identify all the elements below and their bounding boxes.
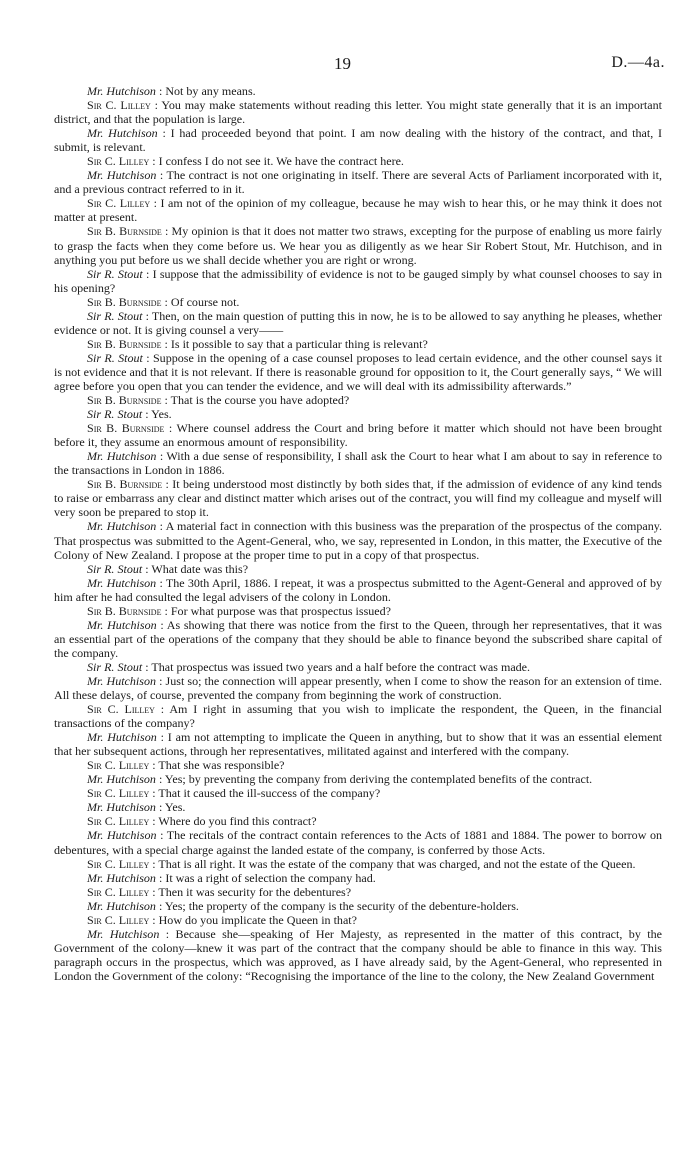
- speech-text: Suppose in the opening of a case counsel proposes to lead certain evidence, and the other counsel says it is not evidence and that it is not relevant. If there is reasonable ground for opposition to it, the Court generally says, “ We will agree before you open that you can tender the evidence, and we will deal with its admissibility afterwards.”: [54, 350, 663, 393]
- speech-text: That it caused the ill-success of the company?: [158, 786, 381, 801]
- transcript-paragraph: Mr. Hutchison : The recitals of the contract contain references to the Acts of 1881 and 1884. The power to borrow on debentures, with a special charge against the landed estate of the company, is conferred by those Acts.: [54, 828, 663, 857]
- speech-text: That is all right. It was the estate of the company that was charged, and not the estate of the Queen.: [158, 856, 636, 871]
- transcript-paragraph: Sir R. Stout : What date was this?: [87, 561, 249, 576]
- speaker-name: Mr. Hutchison: [87, 126, 158, 141]
- speaker-name: Sir C. Lilley: [87, 702, 155, 717]
- transcript-paragraph: Mr. Hutchison : Yes; the property of the company is the security of the debenture-holders.: [87, 898, 519, 913]
- speaker-name: Sir C. Lilley: [87, 912, 150, 927]
- speaker-name: Sir B. Burnside: [87, 224, 162, 239]
- speech-text: Because she—speaking of Her Majesty, as represented in the matter of this contract, by the Government of the colony—knew it was part of the contract that the company should be able to finance in this way. This paragraph occurs in the prospectus, which was approved, as I have already said, by the Agent-General, who represented in London the Government of the colony: “Recognising the importance of the line to the colony, the New Zealand Government: [54, 926, 662, 983]
- speaker-name: Sir C. Lilley: [87, 884, 150, 899]
- speaker-name: Sir C. Lilley: [87, 196, 151, 211]
- transcript-paragraph: Mr. Hutchison : It was a right of selection the company had.: [87, 870, 376, 885]
- speech-text: You may make statements without reading this letter. You might state generally that it is an important district, and that the population is large.: [54, 98, 662, 127]
- transcript-paragraph: Mr. Hutchison : I had proceeded beyond that point. I am now dealing with the history of the contract, and that, I submit, is relevant.: [54, 126, 662, 155]
- speech-text: Then, on the main question of putting this in now, he is to be allowed to say anything he pleases, whether evidence or not. It is giving counsel a very——: [54, 308, 662, 337]
- transcript-paragraph: Sir B. Burnside : That is the course you have adopted?: [87, 393, 350, 408]
- speech-text: That is the course you have adopted?: [170, 393, 350, 408]
- speaker-name: Sir C. Lilley: [87, 856, 150, 871]
- speaker-name: Mr. Hutchison: [87, 730, 157, 745]
- speech-text: I had proceeded beyond that point. I am now dealing with the history of the contract, and that, I submit, is relevant.: [54, 126, 662, 155]
- speech-text: The contract is not one originating in itself. There are several Acts of Parliament incorporated with it, and a previous contract referred to in it.: [54, 168, 663, 197]
- transcript-paragraph: Sir R. Stout : Suppose in the opening of a case counsel proposes to lead certain evidence, and the other counsel says it is not evidence and that it is not relevant. If there is reasonable ground for opposition to it, the Court generally says, “ We will agree before you open that you can tender the evidence, and we will deal with its admissibility afterwards.”: [54, 350, 663, 393]
- speaker-name: Sir R. Stout: [87, 561, 143, 576]
- speech-text: That prospectus was issued two years and a half before the contract was made.: [151, 659, 531, 674]
- speaker-name: Sir C. Lilley: [87, 758, 150, 773]
- speech-text: Just so; the connection will appear presently, when I come to show the reason for an extension of time. All these delays, of course, prevented the company from beginning the work of construction.: [54, 673, 662, 703]
- speaker-name: Mr. Hutchison: [87, 870, 156, 885]
- speech-text: Not by any means.: [165, 84, 256, 98]
- transcript-paragraph: Sir R. Stout : Then, on the main question of putting this in now, he is to be allowed to say anything he pleases, whether evidence or not. It is giving counsel a very——: [54, 308, 662, 337]
- speech-text: Yes.: [164, 800, 186, 815]
- speaker-name: Sir B. Burnside: [87, 393, 162, 408]
- speaker-name: Sir R. Stout: [87, 659, 143, 674]
- transcript-paragraph: Sir B. Burnside : Of course not.: [87, 294, 240, 309]
- page-header: [0, 54, 700, 78]
- speaker-name: Sir R. Stout: [87, 266, 143, 281]
- transcript-paragraph: Mr. Hutchison : The contract is not one originating in itself. There are several Acts of Parliament incorporated with it, and a previous contract referred to in it.: [54, 168, 663, 197]
- transcript-paragraph: Sir B. Burnside : It being understood most distinctly by both sides that, if the admission of evidence of any kind tends to raise or embarrass any clear and distinct matter which arises out of the contract, you will find my colleague and myself will very soon be prepared to stop it.: [54, 477, 662, 520]
- speaker-name: Mr. Hutchison: [87, 800, 156, 815]
- transcript-paragraph: Mr. Hutchison : Yes; by preventing the company from deriving the contemplated benefits of the contract.: [87, 772, 593, 787]
- speaker-name: Sir B. Burnside: [87, 603, 162, 618]
- transcript-paragraph: Mr. Hutchison : The 30th April, 1886. I repeat, it was a prospectus submitted to the Agent-General and approved of by him after he had consulted the legal advisers of the colony in London.: [54, 575, 663, 604]
- speech-text: Is it possible to say that a particular thing is relevant?: [170, 336, 428, 351]
- speech-text: A material fact in connection with this business was the preparation of the prospectus of the company. That prospectus was submitted to the Agent-General, who, we say, represented in London, in this matter, the Executive of the Colony of New Zealand. I propose at the proper time to put in a copy of that prospectus.: [54, 519, 662, 562]
- transcript-paragraph: Sir B. Burnside : My opinion is that it does not matter two straws, excepting for the purpose of enabling us more fairly to grasp the facts when they come before us. We hear you as diligently as we hear Sir Robert Stout, Mr. Hutchison, and in anything you put before us we shall decide whether you are right or wrong.: [54, 224, 662, 267]
- speech-text: The 30th April, 1886. I repeat, it was a prospectus submitted to the Agent-General and approved of by him after he had consulted the legal advisers of the colony in London.: [54, 575, 663, 604]
- speaker-name: Mr. Hutchison: [87, 898, 156, 913]
- speaker-name: Mr. Hutchison: [87, 828, 157, 843]
- speaker-name: Sir B. Burnside: [87, 421, 165, 436]
- transcript-paragraph: Mr. Hutchison : Yes.: [87, 800, 186, 815]
- transcript-paragraph: Sir R. Stout : I suppose that the admissibility of evidence is not to be gauged simply by what counsel chooses to say in his opening?: [54, 266, 662, 295]
- transcript-paragraph: Sir C. Lilley : Where do you find this contract?: [87, 814, 317, 829]
- speech-text: What date was this?: [151, 561, 249, 576]
- speech-text: Yes.: [151, 407, 172, 422]
- transcript-paragraph: Sir R. Stout : That prospectus was issued two years and a half before the contract was made.: [87, 659, 531, 674]
- speech-text: Where counsel address the Court and bring before it matter which should not have been brought before it, they assume an enormous amount of responsibility.: [54, 421, 662, 450]
- transcript-paragraph: Sir C. Lilley : I confess I do not see it. We have the contract here.: [87, 154, 404, 169]
- page-number: 19: [334, 54, 351, 73]
- transcript-paragraph: Sir B. Burnside : For what purpose was that prospectus issued?: [87, 603, 392, 618]
- speaker-name: Mr. Hutchison: [87, 926, 160, 941]
- speech-text: Where do you find this contract?: [158, 814, 317, 829]
- speaker-name: Mr. Hutchison: [87, 575, 157, 590]
- transcript-paragraph: Sir C. Lilley : Am I right in assuming that you wish to implicate the respondent, the Queen, in the financial transactions of the company?: [54, 702, 662, 731]
- speech-text: How do you implicate the Queen in that?: [158, 912, 357, 927]
- transcript-body: [54, 84, 662, 983]
- speaker-name: Sir R. Stout: [87, 407, 143, 422]
- speaker-name: Sir C. Lilley: [87, 154, 150, 169]
- speech-text: Then it was security for the debentures?: [158, 884, 352, 899]
- speech-text: Am I right in assuming that you wish to implicate the respondent, the Queen, in the financial transactions of the company?: [54, 702, 662, 731]
- speaker-name: Mr. Hutchison: [87, 168, 157, 183]
- transcript-paragraph: Sir B. Burnside : Is it possible to say that a particular thing is relevant?: [87, 336, 428, 351]
- speaker-name: Sir B. Burnside: [87, 294, 162, 309]
- transcript-paragraph: Sir C. Lilley : That it caused the ill-success of the company?: [87, 786, 381, 801]
- speaker-name: Mr. Hutchison: [87, 449, 157, 464]
- speech-text: That she was responsible?: [158, 758, 285, 773]
- speaker-name: Sir C. Lilley: [87, 786, 150, 801]
- speaker-name: Mr. Hutchison: [87, 673, 157, 688]
- speech-text: Of course not.: [170, 294, 240, 309]
- transcript-paragraph: Mr. Hutchison : A material fact in connection with this business was the preparation of the prospectus of the company. That prospectus was submitted to the Agent-General, who, we say, represented in London, in this matter, the Executive of the Colony of New Zealand. I propose at the proper time to put in a copy of that prospectus.: [54, 519, 662, 562]
- speech-text: It being understood most distinctly by both sides that, if the admission of evidence of any kind tends to raise or embarrass any clear and distinct matter which arises out of the contract, you will find my colleague and myself will very soon be prepared to stop it.: [54, 477, 662, 520]
- speaker-name: Sir C. Lilley: [87, 98, 151, 113]
- transcript-paragraph: Sir R. Stout : Yes.: [87, 407, 172, 422]
- transcript-paragraph: Mr. Hutchison : Just so; the connection will appear presently, when I come to show the reason for an extension of time. All these delays, of course, prevented the company from beginning the work of construction.: [54, 673, 662, 703]
- speech-text: With a due sense of responsibility, I shall ask the Court to hear what I am about to say in reference to the transactions in London in 1886.: [54, 449, 663, 478]
- speech-text: The recitals of the contract contain references to the Acts of 1881 and 1884. The power to borrow on debentures, with a special charge against the landed estate of the company, is conferred by those Acts.: [54, 828, 663, 857]
- transcript-paragraph: Mr. Hutchison : Because she—speaking of Her Majesty, as represented in the matter of this contract, by the Government of the colony—knew it was part of the contract that the company should be able to finance in this way. This paragraph occurs in the prospectus, which was approved, as I have already said, by the Agent-General, who represented in London the Government of the colony: “Recognising the importance of the line to the colony, the New Zealand Government: [54, 926, 662, 983]
- transcript-paragraph: Sir C. Lilley : How do you implicate the Queen in that?: [87, 912, 357, 927]
- transcript-paragraph: Mr. Hutchison : Not by any means.: [87, 84, 256, 98]
- transcript-paragraph: Mr. Hutchison : I am not attempting to implicate the Queen in anything, but to show that it was an essential element that her subsequent actions, through her representatives, militated against and interfered with the company.: [54, 730, 662, 759]
- transcript-paragraph: Sir C. Lilley : You may make statements without reading this letter. You might state generally that it is an important district, and that the population is large.: [54, 98, 662, 127]
- speech-text: I am not of the opinion of my colleague, because he may wish to hear this, or he may think it does not matter at present.: [54, 196, 663, 225]
- document-reference: D.—4a.: [611, 54, 665, 71]
- speaker-name: Sir B. Burnside: [87, 477, 163, 492]
- speech-text: Yes; by preventing the company from deriving the contemplated benefits of the contract.: [164, 772, 593, 787]
- speech-text: I confess I do not see it. We have the contract here.: [158, 154, 404, 169]
- speech-text: It was a right of selection the company had.: [165, 870, 376, 885]
- transcript-paragraph: Mr. Hutchison : As showing that there was notice from the first to the Queen, through her representatives, that it was an essential part of the operations of the company that they should be able to finance beyond the subscribed share capital of the company.: [54, 617, 663, 660]
- transcript-paragraph: Sir B. Burnside : Where counsel address the Court and bring before it matter which should not have been brought before it, they assume an enormous amount of responsibility.: [54, 421, 662, 450]
- speaker-name: Mr. Hutchison: [87, 84, 156, 98]
- speech-text: My opinion is that it does not matter two straws, excepting for the purpose of enabling us more fairly to grasp the facts when they come before us. We hear you as diligently as we hear Sir Robert Stout, Mr. Hutchison, and in anything you put before us we shall decide whether you are right or wrong.: [54, 224, 662, 267]
- speaker-name: Mr. Hutchison: [87, 772, 156, 787]
- transcript-paragraph: Sir C. Lilley : I am not of the opinion of my colleague, because he may wish to hear this, or he may think it does not matter at present.: [54, 196, 663, 225]
- speaker-name: Sir B. Burnside: [87, 336, 162, 351]
- speech-text: I am not attempting to implicate the Queen in anything, but to show that it was an essential element that her subsequent actions, through her representatives, militated against and interfered with the company.: [54, 730, 662, 759]
- transcript-paragraph: Mr. Hutchison : With a due sense of responsibility, I shall ask the Court to hear what I am about to say in reference to the transactions in London in 1886.: [54, 449, 663, 478]
- speaker-name: Mr. Hutchison: [87, 519, 157, 534]
- speech-text: For what purpose was that prospectus issued?: [170, 603, 392, 618]
- speech-text: I suppose that the admissibility of evidence is not to be gauged simply by what counsel chooses to say in his opening?: [54, 266, 662, 295]
- transcript-paragraph: Sir C. Lilley : That she was responsible?: [87, 758, 285, 773]
- speaker-name: Sir R. Stout: [87, 350, 143, 365]
- speech-text: As showing that there was notice from the first to the Queen, through her representatives, that it was an essential part of the operations of the company that they should be able to finance beyond the subscribed share capital of the company.: [54, 617, 663, 660]
- transcript-paragraph: Sir C. Lilley : That is all right. It was the estate of the company that was charged, and not the estate of the Queen.: [87, 856, 636, 871]
- transcript-paragraph: Sir C. Lilley : Then it was security for the debentures?: [87, 884, 352, 899]
- speaker-name: Sir R. Stout: [87, 308, 143, 323]
- speech-text: Yes; the property of the company is the security of the debenture-holders.: [164, 898, 519, 913]
- speaker-name: Sir C. Lilley: [87, 814, 150, 829]
- speaker-name: Mr. Hutchison: [87, 617, 157, 632]
